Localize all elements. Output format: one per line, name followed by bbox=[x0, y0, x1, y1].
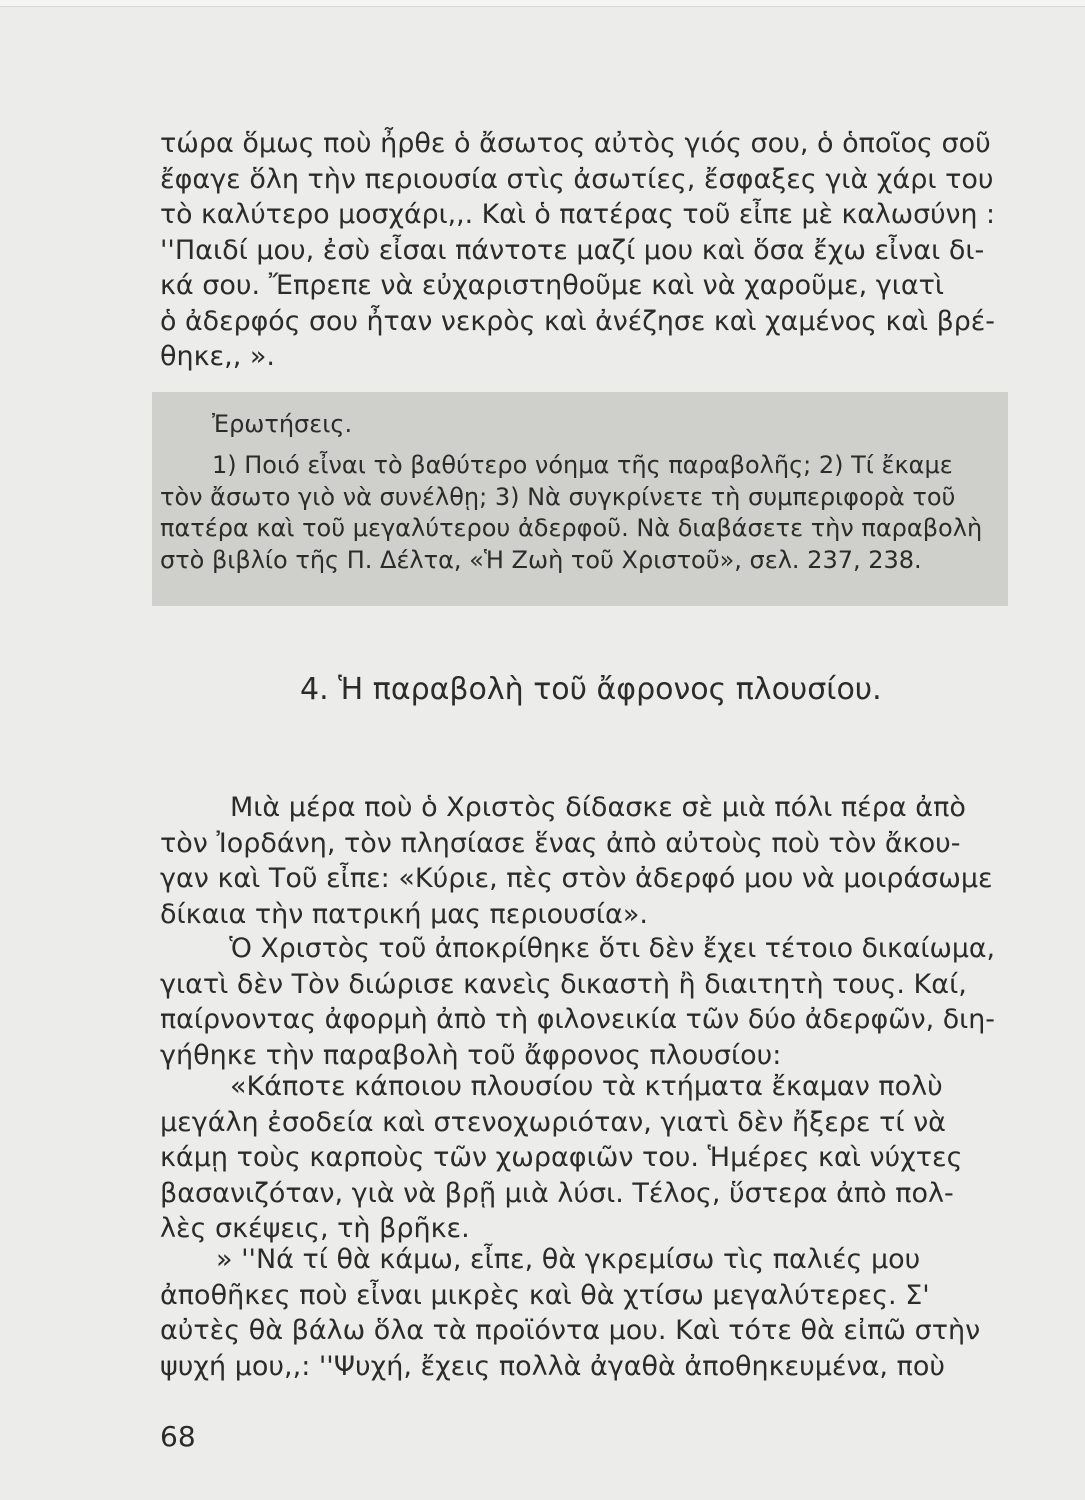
text-line: Μιὰ μέρα ποὺ ὁ Χριστὸς δίδασκε σὲ μιὰ πόλι πέρα ἀπὸ bbox=[230, 792, 966, 823]
text-line: ἔφαγε ὅλη τὴν περιουσία στὶς ἀσωτίες, ἔσφαξες γιὰ χάρι του bbox=[160, 163, 994, 195]
page-top-edge bbox=[0, 0, 1085, 7]
question-line: 1) Ποιό εἶναι τὸ βαθύτερο νόημα τῆς παραβολῆς; 2) Τί ἔκαμε bbox=[212, 451, 953, 479]
questions-text bbox=[160, 450, 995, 576]
text-line: τώρα ὅμως ποὺ ἦρθε ὁ ἄσωτος αὐτὸς γιός σου, ὁ ὁποῖος σοῦ bbox=[160, 128, 991, 159]
text-line: γιατὶ δὲν Τὸν διώρισε κανεὶς δικαστὴ ἢ διαιτητὴ τους. Καί, bbox=[160, 968, 967, 1000]
text-line: γήθηκε τὴν παραβολὴ τοῦ ἄφρονος πλουσίου: bbox=[160, 1039, 782, 1071]
text-line: ψυχή μου,,: ''Ψυχή, ἔχεις πολλὰ ἀγαθὰ ἀποθηκευμένα, ποὺ bbox=[160, 1350, 945, 1382]
text-line: παίρνοντας ἀφορμὴ ἀπὸ τὴ φιλονεικία τῶν δύο ἀδερφῶν, διη- bbox=[160, 1004, 995, 1035]
question-line: τὸν ἄσωτο γιὸ νὰ συνέλθῃ; 3) Νὰ συγκρίνετε τὴ συμπεριφορὰ τοῦ bbox=[160, 482, 956, 511]
text-line: λὲς σκέψεις, τὴ βρῆκε. bbox=[160, 1213, 470, 1244]
section-title: 4. Ἡ παραβολὴ τοῦ ἄφρονος πλουσίου. bbox=[300, 672, 882, 707]
question-line: πατέρα καὶ τοῦ μεγαλύτερου ἀδερφοῦ. Νὰ διαβάσετε τὴν παραβολὴ bbox=[160, 514, 983, 542]
text-line: γαν καὶ Τοῦ εἶπε: «Κύριε, πὲς στὸν ἀδερφό μου νὰ μοιράσωμε bbox=[160, 863, 993, 894]
paragraph-christ-reply bbox=[160, 931, 995, 1073]
text-line: κά σου. Ἔπρεπε νὰ εὐχαριστηθοῦμε καὶ νὰ χαροῦμε, γιατὶ bbox=[160, 270, 945, 301]
text-line: μεγάλη ἐσοδεία καὶ στενοχωριόταν, γιατὶ δὲν ἤξερε τί νὰ bbox=[160, 1106, 946, 1138]
text-line: ἀποθῆκες ποὺ εἶναι μικρὲς καὶ θὰ χτίσω μεγαλύτερες. Σ' bbox=[160, 1279, 930, 1311]
page-number: 68 bbox=[160, 1420, 196, 1453]
text-line: αὐτὲς θὰ βάλω ὅλα τὰ προϊόντα μου. Καὶ τότε θὰ εἰπῶ στὴν bbox=[160, 1315, 981, 1346]
text-line: Ὁ Χριστὸς τοῦ ἀποκρίθηκε ὅτι δὲν ἔχει τέτοιο δικαίωμα, bbox=[229, 933, 995, 964]
paragraph-intro bbox=[160, 790, 995, 932]
text-line: » ''Νά τί θὰ κάμω, εἶπε, θὰ γκρεμίσω τὶς παλιές μου bbox=[216, 1244, 921, 1275]
text-line: κάμῃ τοὺς καρποὺς τῶν χωραφιῶν του. Ἡμέρες καὶ νύχτες bbox=[160, 1142, 963, 1173]
text-line: ''Παιδί μου, ἐσὺ εἶσαι πάντοτε μαζί μου καὶ ὅσα ἔχω εἶναι δι- bbox=[160, 234, 985, 266]
questions-heading: Ἐρωτήσεις. bbox=[212, 410, 353, 438]
text-line: τὸν Ἰορδάνη, τὸν πλησίασε ἕνας ἀπὸ αὐτοὺς ποὺ τὸν ἄκου- bbox=[160, 827, 961, 859]
text-line: τὸ καλύτερο μοσχάρι,,. Καὶ ὁ πατέρας τοῦ εἶπε μὲ καλωσύνη : bbox=[160, 199, 995, 230]
paragraph-barns bbox=[160, 1242, 995, 1384]
text-line: θηκε,, ». bbox=[160, 341, 275, 372]
text-line: «Κάποτε κάποιου πλουσίου τὰ κτήματα ἔκαμαν πολὺ bbox=[230, 1071, 943, 1102]
text-line: βασανιζόταν, γιὰ νὰ βρῇ μιὰ λύσι. Τέλος, ὕστερα ἀπὸ πολ- bbox=[160, 1177, 954, 1209]
paragraph-prodigal-son-ending bbox=[160, 126, 995, 375]
text-line: δίκαια τὴν πατρική μας περιουσία». bbox=[160, 898, 648, 930]
question-line: στὸ βιβλίο τῆς Π. Δέλτα, «Ἡ Ζωὴ τοῦ Χριστοῦ», σελ. 237, 238. bbox=[160, 545, 922, 574]
text-line: ὁ ἀδερφός σου ἦταν νεκρὸς καὶ ἀνέζησε καὶ χαμένος καὶ βρέ- bbox=[160, 305, 995, 337]
paragraph-rich-man bbox=[160, 1069, 995, 1247]
